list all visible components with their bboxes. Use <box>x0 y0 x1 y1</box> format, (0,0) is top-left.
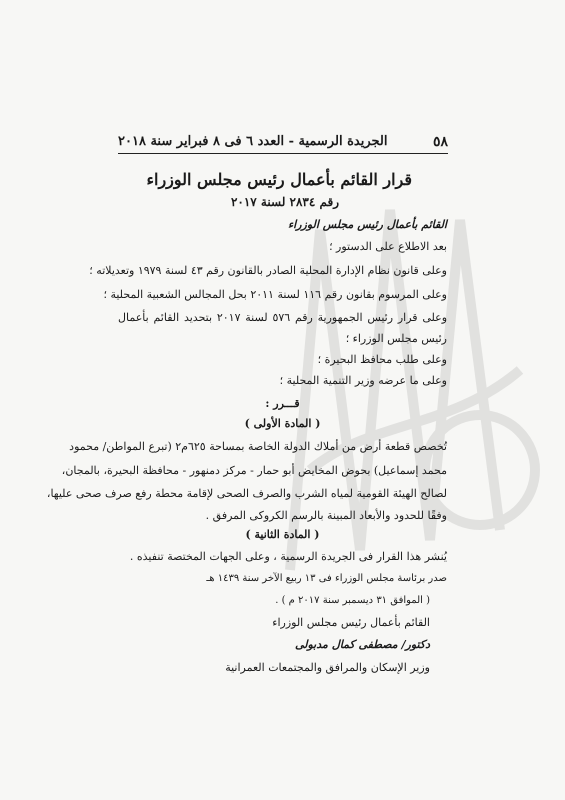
preamble-line: بعد الاطلاع على الدستور ؛ <box>329 240 447 253</box>
header-divider <box>118 153 448 154</box>
gazette-header-title: الجريدة الرسمية - العدد ٦ فى ٨ فبراير سنة ٢٠١٨ <box>118 134 388 149</box>
signature-title: وزير الإسكان والمرافق والمجتمعات العمرانية <box>225 661 430 674</box>
article-2-line: يُنشر هذا القرار فى الجريدة الرسمية ، وعلى الجهات المختصة تنفيذه . <box>129 550 447 563</box>
article-1-heading: ( المادة الأولى ) <box>244 417 321 430</box>
article-1-line: وفقًا للحدود والأبعاد المبينة بالرسم الكروكى المرفق . <box>205 509 447 522</box>
article-1-line: محمد إسماعيل) بحوض المخايض أبو حمار - مركز دمنهور - محافظة البحيرة، بالمجان، <box>61 464 447 477</box>
page-number: ٥٨ <box>432 134 448 150</box>
preamble-line: وعلى طلب محافظ البحيرة ؛ <box>317 353 447 366</box>
decree-title: قرار القائم بأعمال رئيس مجلس الوزراء <box>146 170 412 189</box>
article-1-line: لصالح الهيئة القومية لمياه الشرب والصرف الصحى لإقامة محطة رفع صرف صحى عليها، <box>46 487 447 500</box>
preamble-line: وعلى قرار رئيس الجمهورية رقم ٥٧٦ لسنة ٢٠١٧ بتحديد القائم بأعمال <box>118 311 448 324</box>
preamble-line: رئيس مجلس الوزراء ؛ <box>345 332 447 345</box>
preamble-line: وعلى ما عرضه وزير التنمية المحلية ؛ <box>279 374 447 387</box>
article-2-heading: ( المادة الثانية ) <box>245 528 320 541</box>
decree-issuer: القائم بأعمال رئيس مجلس الوزراء <box>287 218 447 231</box>
preamble-line: وعلى المرسوم بقانون رقم ١١٦ لسنة ٢٠١١ بحل المجالس الشعبية المحلية ؛ <box>103 288 447 301</box>
preamble-line: وعلى قانون نظام الإدارة المحلية الصادر بالقانون رقم ٤٣ لسنة ١٩٧٩ وتعديلاته ؛ <box>89 264 447 277</box>
decides-heading: قـــرر : <box>265 397 300 410</box>
issued-date: صدر برئاسة مجلس الوزراء فى ١٣ ربيع الآخر سنة ١٤٣٩ هـ <box>206 573 447 584</box>
article-1-line: تُخصص قطعة أرض من أملاك الدولة الخاصة بمساحة ٦٢٥م٢ (تبرع المواطن/ محمود <box>69 440 447 453</box>
decree-number: رقم ٢٨٣٤ لسنة ٢٠١٧ <box>230 195 340 209</box>
signature-name: دكتور/ مصطفى كمال مدبولى <box>294 638 430 651</box>
corresponding-date: ( الموافق ٣١ ديسمبر سنة ٢٠١٧ م ) . <box>275 595 430 606</box>
signature-role: القائم بأعمال رئيس مجلس الوزراء <box>272 616 430 629</box>
